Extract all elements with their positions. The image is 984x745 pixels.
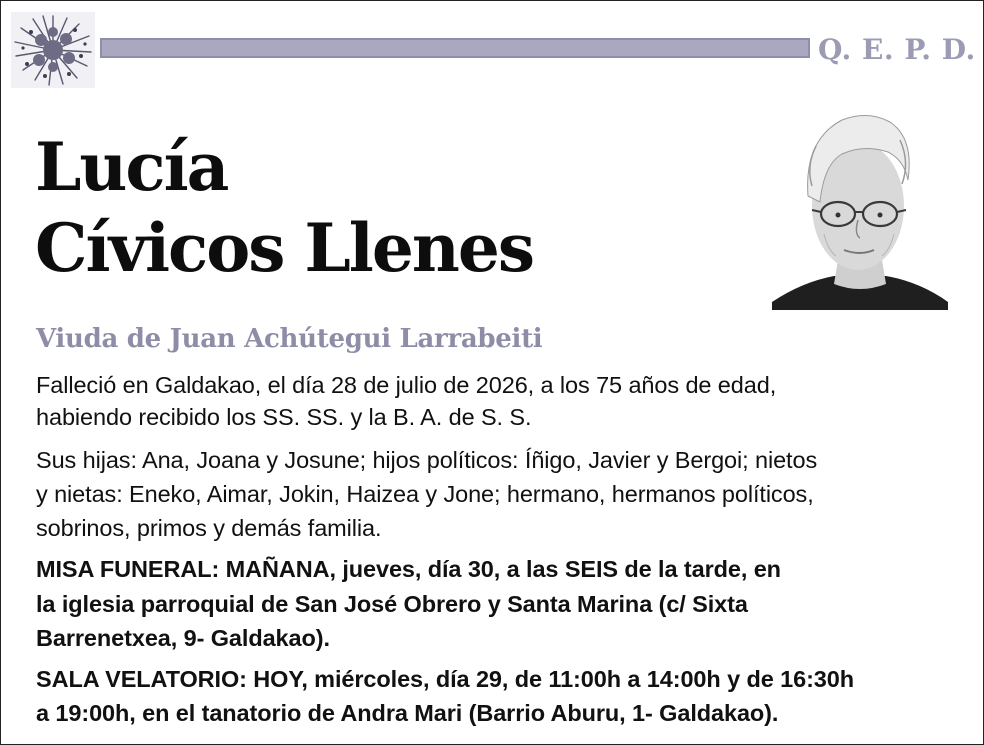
deceased-surnames: Cívicos Llenes [35,209,533,287]
family-line-1: Sus hijas: Ana, Joana y Josune; hijos políticos: Íñigo, Javier y Bergoi; nietos [36,447,818,473]
family-line-3: sobrinos, primos y demás familia. [36,515,382,541]
death-notice-line-1: Falleció en Galdakao, el día 28 de julio de 2026, a los 75 años de edad, [36,372,777,398]
wake-room-line-1: SALA VELATORIO: HOY, miércoles, día 29, de 11:00h a 14:00h y de 16:30h [36,666,854,692]
widow-line: Viuda de Juan Achútegui Larrabeiti [36,324,543,354]
flower-emblem-icon [11,12,95,88]
death-notice-line-2: habiendo recibido los SS. SS. y la B. A. de S. S. [36,404,532,430]
funeral-mass-line-2: la iglesia parroquial de San José Obrero y Santa Marina (c/ Sixta [36,591,748,617]
header-accent-bar [100,38,810,58]
funeral-mass-line-1: MISA FUNERAL: MAÑANA, jueves, día 30, a las SEIS de la tarde, en [36,556,781,582]
funeral-mass-line-3: Barrenetxea, 9- Galdakao). [36,625,330,651]
wake-room-line-2: a 19:00h, en el tanatorio de Andra Mari (Barrio Aburu, 1- Galdakao). [36,700,779,726]
qepd-heading: Q. E. P. D. [818,33,976,66]
portrait-photo [772,110,948,310]
family-line-2: y nietas: Eneko, Aimar, Jokin, Haizea y Jone; hermano, hermanos políticos, [36,481,814,507]
deceased-first-name: Lucía [35,128,228,206]
